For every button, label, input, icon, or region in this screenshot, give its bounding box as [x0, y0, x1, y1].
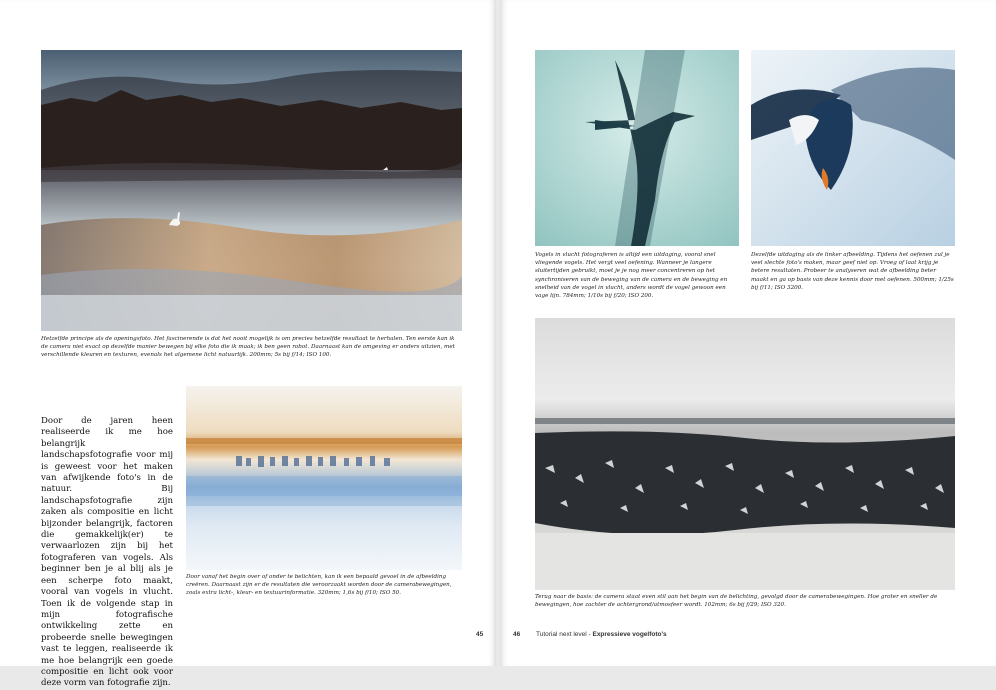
- swift-caption: Vogels in vlucht fotograferen is altijd een uitdaging, vooral snel vliegende vogels. Het vergt veel oefening. Wanneer je langere sluitertijden gebruikt, moet je je nog meer concentreren op het synchroniseren van de beweging van de camera en de beweging en snelheid van de vogel in vlucht, anders wordt de vogel gewoon een vage lijn. 784mm; 1/10s bij f/20; ISO 200.: [535, 252, 728, 300]
- running-head-title: Expressieve vogelfoto's: [592, 631, 667, 638]
- blurred-flock-photo: [186, 386, 462, 570]
- body-text: Door de jaren heen realiseerde ik me hoe belangrijk landschapsfotografie voor mij is geweest voor het maken van afwijkende foto's in de natuur. Bij landschapsfotografie zijn zaken als compositie en licht bijzonder belangrijk, factoren die gemakkelijk(er) te verwaarlozen zijn bij het fotograferen van vogels. Als beginner ben je al blij als je een scherpe foto maakt, vooral van vogels in vlucht. Toen ik de volgende stap in mijn fotografische ontwikkeling zette en probeerde snelle bewegingen vast te leggen, realiseerde ik me hoe belangrijk een goede compositie en licht ook voor deze vorm van fotografie zijn.: [41, 416, 173, 689]
- lake-egret-caption: Hetzelfde principe als de openingsfoto. Het fascinerende is dat het nooit mogelijk is om precies hetzelfde resultaat te herhalen. Ten eerste kan ik de camera niet exact op dezelfde manier bewegen bij elke foto die ik maak; ik ben geen robot. Daarnaast kan de omgeving er anders uitzien, met verschillende kleuren en texturen, evenals het algemene licht natuurlijk. 200mm; 5s bij f/14; ISO 100.: [41, 336, 455, 359]
- bird-colony-photo: [535, 318, 955, 590]
- swift-in-flight-photo: [535, 50, 739, 246]
- blurred-bird-photo: [751, 50, 955, 246]
- blurred-bird-caption: Dezelfde uitdaging als de linker afbeelding. Tijdens het oefenen zul je veel slechte foto's maken, maar geef niet op. Vroeg of laat krijg je betere resultaten. Probeer te analyseren wat de afbeelding beter maakt en ga op basis van deze kennis door met oefenen. 500mm; 1/25s bij f/11; ISO 3200.: [751, 252, 954, 291]
- bird-colony-caption: Terug naar de basis: de camera staat even stil aan het begin van de belichting, gevolgd door de camerabewegingen. Hoe groter en sneller de bewegingen, hoe zachter de achtergrond/atmosfeer wordt. 102mm; 6s bij f/29; ISO 320.: [535, 594, 938, 609]
- page-number-left: 45: [476, 631, 484, 638]
- blurred-flock-caption: Door vanaf het begin over of onder te belichten, kan ik een bepaald gevoel in de afbeelding creëren. Daarnaast zijn er de resultaten die veroorzaakt worden door de camerabewegingen, zoals extra licht-, kleur- en textuurinformatie. 320mm; 1,6s bij f/10; ISO 50.: [186, 574, 452, 597]
- running-head: [536, 631, 667, 638]
- left-page: [0, 0, 496, 689]
- lake-egret-photo: [41, 50, 462, 331]
- page-number-right: 46: [513, 631, 521, 638]
- right-page: [500, 0, 996, 666]
- running-head-prefix: Tutorial next level -: [536, 631, 593, 638]
